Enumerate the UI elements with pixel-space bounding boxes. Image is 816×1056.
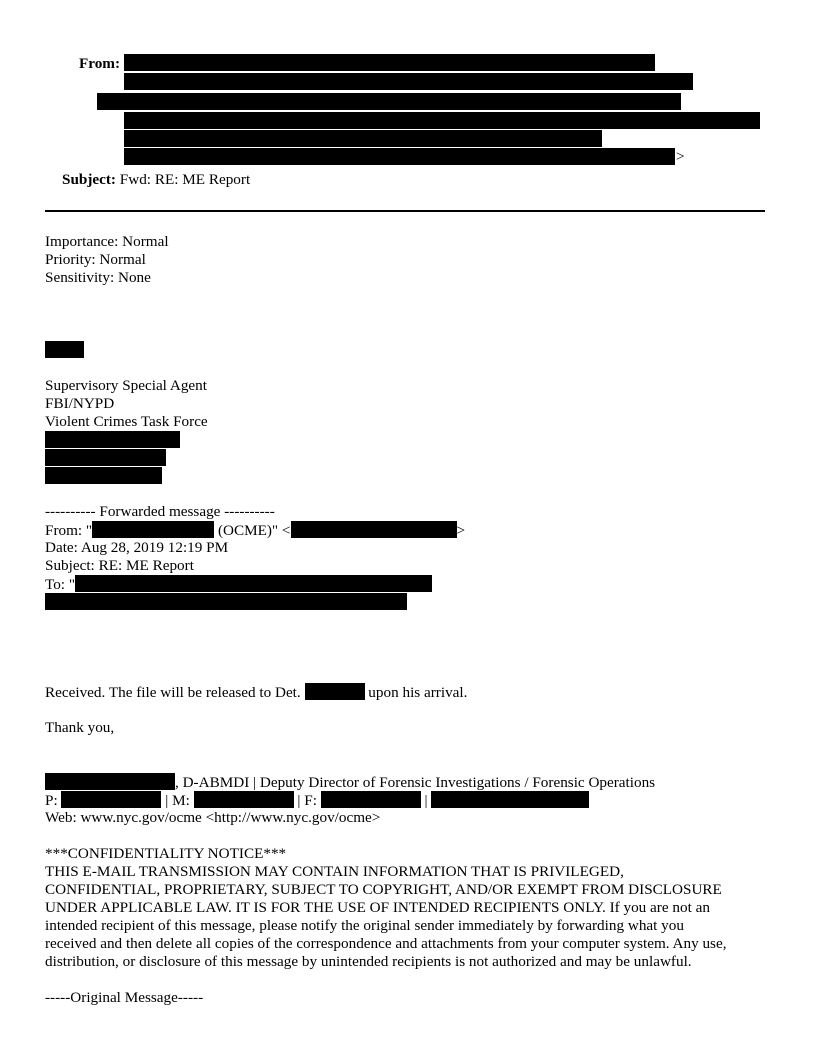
redacted-sender-name — [45, 341, 84, 358]
redacted-email — [431, 791, 589, 808]
notice-line-3: UNDER APPLICABLE LAW. IT IS FOR THE USE OF INTENDED RECIPIENTS ONLY. If you are not an — [45, 899, 710, 916]
redacted-fax — [321, 791, 421, 808]
redacted-from-line-4 — [124, 112, 760, 129]
sig1-title: Supervisory Special Agent — [45, 377, 207, 394]
sig2-title-line — [45, 773, 655, 792]
redacted-from-line-1 — [124, 54, 655, 71]
redacted-forwarded-from-name — [92, 521, 214, 538]
forwarded-subject: Subject: RE: ME Report — [45, 557, 194, 574]
sensitivity: Sensitivity: None — [45, 269, 151, 286]
redacted-phone — [61, 791, 161, 808]
notice-line-5: received and then delete all copies of the correspondence and attachments from your computer system. Any use, — [45, 935, 727, 952]
forwarded-to-prefix: To: " — [45, 576, 76, 593]
notice-heading: ***CONFIDENTIALITY NOTICE*** — [45, 845, 287, 862]
sig2-title: , D-ABMDI | Deputy Director of Forensic Investigations / Forensic Operations — [175, 774, 656, 791]
forwarded-divider: ---------- Forwarded message ---------- — [45, 503, 275, 520]
redacted-sig1-line-1 — [45, 431, 180, 448]
subject-value: Fwd: RE: ME Report — [119, 171, 251, 188]
sig1-org: FBI/NYPD — [45, 395, 115, 412]
notice-line-6: distribution, or disclosure of this message by unintended recipients is not authorized and may be unlawful. — [45, 953, 692, 970]
redacted-sig2-name — [45, 773, 175, 790]
sig2-contacts — [45, 791, 589, 810]
redacted-detective-name — [305, 683, 365, 700]
notice-line-4: intended recipient of this message, please notify the original sender immediately by forwarding what you — [45, 917, 684, 934]
forwarded-from-end: > — [456, 522, 466, 539]
received-line — [45, 683, 467, 702]
contacts-separator: | — [420, 792, 432, 809]
redacted-sig1-line-3 — [45, 467, 162, 484]
from-label: From: — [78, 55, 120, 72]
thanks: Thank you, — [45, 719, 115, 736]
forwarded-from — [45, 521, 465, 540]
redacted-forwarded-to-1 — [75, 575, 432, 592]
from-trailing-bracket: > — [676, 148, 685, 165]
priority: Priority: Normal — [45, 251, 146, 268]
importance: Importance: Normal — [45, 233, 169, 250]
phone-label: P: — [45, 792, 58, 809]
redacted-from-line-6 — [124, 148, 675, 165]
notice-line-2: CONFIDENTIAL, PROPRIETARY, SUBJECT TO COPYRIGHT, AND/OR EXEMPT FROM DISCLOSURE — [45, 881, 722, 898]
redacted-forwarded-from-email — [291, 521, 457, 538]
notice-line-1: THIS E-MAIL TRANSMISSION MAY CONTAIN INFORMATION THAT IS PRIVILEGED, — [45, 863, 624, 880]
header-divider — [45, 210, 765, 212]
fax-label: | F: — [293, 792, 321, 809]
redacted-forwarded-to-2 — [45, 593, 407, 610]
forwarded-from-prefix: From: " — [45, 522, 93, 539]
redacted-from-line-2 — [124, 73, 693, 90]
redacted-sig1-line-2 — [45, 449, 166, 466]
redacted-from-line-5 — [124, 130, 602, 147]
sig1-unit: Violent Crimes Task Force — [45, 413, 208, 430]
received-before: Received. The file will be released to Det. — [45, 684, 305, 701]
original-message-divider: -----Original Message----- — [45, 989, 204, 1006]
forwarded-date: Date: Aug 28, 2019 12:19 PM — [45, 539, 229, 556]
sig2-web: Web: www.nyc.gov/ocme <http://www.nyc.gov/ocme> — [45, 809, 381, 826]
redacted-mobile — [194, 791, 294, 808]
subject-row — [62, 171, 250, 189]
forwarded-to — [45, 575, 432, 594]
subject-label: Subject: — [62, 171, 116, 188]
mobile-label: | M: — [161, 792, 194, 809]
redacted-from-line-3 — [97, 93, 681, 110]
forwarded-from-mid: (OCME)" < — [214, 522, 291, 539]
received-after: upon his arrival. — [364, 684, 468, 701]
